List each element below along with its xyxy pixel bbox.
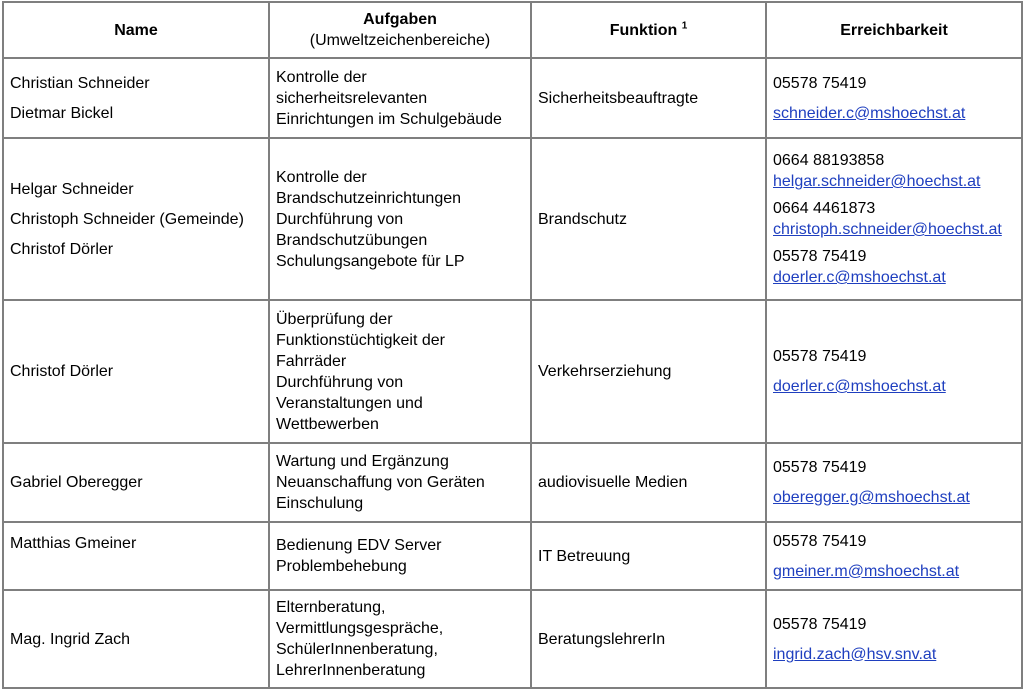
task-line: Elternberatung,	[276, 599, 386, 616]
contact-entry	[773, 246, 1015, 288]
person-name: Dietmar Bickel	[10, 104, 114, 122]
person-name: Helgar Schneider	[10, 180, 134, 198]
task-line: Durchführung von	[276, 210, 404, 228]
name-cell	[3, 138, 269, 300]
function-cell: Verkehrserziehung	[531, 300, 766, 443]
name-cell	[3, 522, 269, 590]
phone-number: 05578 75419	[773, 459, 867, 476]
person-name: Mag. Ingrid Zach	[10, 630, 131, 648]
email-link[interactable]: doerler.c@mshoechst.at	[773, 269, 946, 286]
phone-number: 05578 75419	[773, 74, 867, 92]
task-line: Schulungsangebote für LP	[276, 252, 465, 270]
email-link[interactable]: ingrid.zach@hsv.snv.at	[773, 645, 937, 663]
name-cell	[3, 443, 269, 522]
contact-cell	[766, 443, 1022, 522]
person-name: Christian Schneider	[10, 74, 150, 92]
contact-cell	[766, 138, 1022, 300]
contact-entry	[773, 150, 1015, 192]
tasks-cell	[269, 590, 531, 688]
name-cell	[3, 590, 269, 688]
name-cell	[3, 300, 269, 443]
task-line: Brandschutzübungen	[276, 231, 428, 249]
header-funktion-label: Funktion	[609, 21, 678, 39]
table-row	[3, 300, 1022, 443]
phone-number: 05578 75419	[773, 532, 867, 550]
function-cell: audiovisuelle Medien	[531, 443, 766, 522]
task-line: LehrerInnenberatung	[276, 662, 426, 679]
task-line: Fahrräder	[276, 352, 347, 370]
task-line: Einschulung	[276, 495, 364, 512]
phone-number: 0664 4461873	[773, 200, 876, 217]
header-row	[3, 2, 1022, 58]
header-funktion	[531, 2, 766, 58]
person-name: Christoph Schneider (Gemeinde)	[10, 210, 244, 228]
task-line: Neuanschaffung von Geräten	[276, 474, 485, 491]
tasks-cell	[269, 138, 531, 300]
contact-cell	[766, 522, 1022, 590]
email-link[interactable]: christoph.schneider@hoechst.at	[773, 221, 1002, 238]
task-line: Bedienung EDV Server	[276, 537, 442, 554]
tasks-cell	[269, 443, 531, 522]
task-line: Veranstaltungen und	[276, 394, 423, 412]
contact-entry	[773, 531, 1015, 582]
contact-entry	[773, 73, 1015, 124]
phone-number: 05578 75419	[773, 348, 867, 365]
phone-number: 05578 75419	[773, 615, 867, 633]
function-cell: BeratungslehrerIn	[531, 590, 766, 688]
table-row	[3, 138, 1022, 300]
phone-number: 05578 75419	[773, 248, 867, 265]
person-name: Christof Dörler	[10, 363, 114, 380]
task-line: Vermittlungsgespräche,	[276, 620, 444, 637]
header-aufgaben-sub: (Umweltzeichenbereiche)	[309, 32, 491, 49]
email-link[interactable]: doerler.c@mshoechst.at	[773, 378, 946, 395]
person-name: Gabriel Oberegger	[10, 474, 143, 491]
task-line: Funktionstüchtigkeit der	[276, 331, 445, 349]
email-link[interactable]: oberegger.g@mshoechst.at	[773, 489, 970, 506]
contact-entry	[773, 614, 1015, 665]
header-aufgaben-label: Aufgaben	[363, 11, 437, 28]
person-name: Christof Dörler	[10, 240, 114, 258]
contact-entry	[773, 457, 1015, 508]
task-line: Brandschutzeinrichtungen	[276, 189, 462, 207]
contact-entry	[773, 198, 1015, 240]
header-aufgaben	[269, 2, 531, 58]
contact-cell	[766, 58, 1022, 138]
tasks-cell	[269, 300, 531, 443]
header-erreichbarkeit: Erreichbarkeit	[766, 2, 1022, 58]
responsibilities-table	[2, 1, 1023, 689]
function-cell: Sicherheitsbeauftragte	[531, 58, 766, 138]
function-cell: IT Betreuung	[531, 522, 766, 590]
task-line: SchülerInnenberatung,	[276, 641, 438, 658]
table-row	[3, 443, 1022, 522]
tasks-cell	[269, 58, 531, 138]
contact-entry	[773, 346, 1015, 397]
tasks-cell	[269, 522, 531, 590]
task-line: Kontrolle der	[276, 68, 367, 86]
task-line: Problembehebung	[276, 558, 407, 575]
person-name: Matthias Gmeiner	[10, 535, 137, 552]
header-name: Name	[3, 2, 269, 58]
task-line: sicherheitsrelevanten	[276, 89, 428, 107]
function-cell: Brandschutz	[531, 138, 766, 300]
contact-cell	[766, 300, 1022, 443]
task-line: Durchführung von	[276, 373, 404, 391]
table-row	[3, 522, 1022, 590]
table-row	[3, 590, 1022, 688]
table-row	[3, 58, 1022, 138]
task-line: Einrichtungen im Schulgebäude	[276, 110, 502, 128]
footnote-marker: 1	[681, 20, 688, 32]
contact-cell	[766, 590, 1022, 688]
email-link[interactable]: helgar.schneider@hoechst.at	[773, 173, 981, 190]
name-cell	[3, 58, 269, 138]
phone-number: 0664 88193858	[773, 152, 885, 169]
task-line: Wettbewerben	[276, 415, 379, 433]
email-link[interactable]: gmeiner.m@mshoechst.at	[773, 562, 960, 580]
task-line: Überprüfung der	[276, 310, 393, 328]
email-link[interactable]: schneider.c@mshoechst.at	[773, 104, 966, 122]
task-line: Wartung und Ergänzung	[276, 453, 449, 470]
task-line: Kontrolle der	[276, 168, 367, 186]
